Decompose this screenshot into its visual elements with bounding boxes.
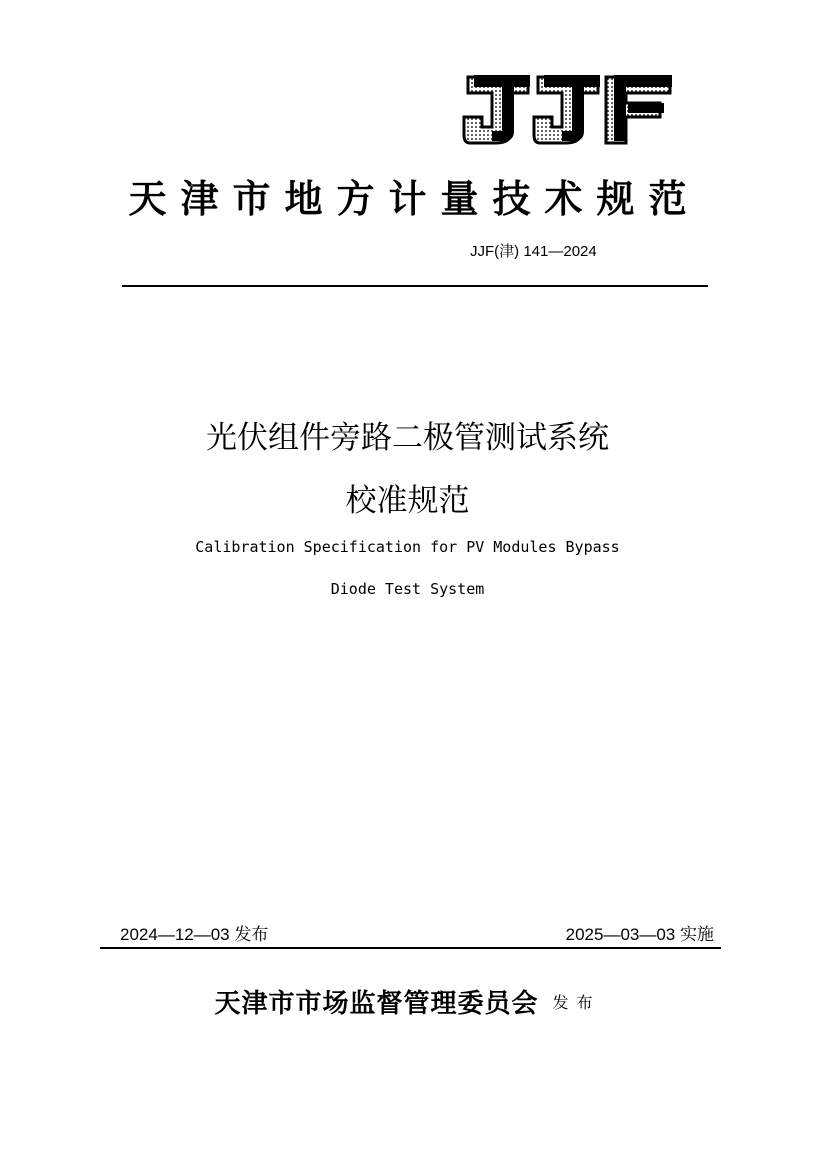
title-cn-line1: 光伏组件旁路二极管测试系统 xyxy=(206,420,609,456)
publisher-name: 天津市市场监督管理委员会 xyxy=(214,989,539,1019)
bottom-divider xyxy=(100,947,721,949)
logo-letter-f xyxy=(606,75,672,143)
jjf-logo-graphic xyxy=(462,73,674,147)
publisher-line xyxy=(0,983,815,1020)
issue-date: 2024—12—03 发布 xyxy=(120,925,269,944)
publish-label: 发布 xyxy=(552,993,601,1012)
header-title: 天津市地方计量技术规范 xyxy=(128,176,701,221)
title-en-line1: Calibration Specification for PV Modules Bypass xyxy=(195,538,620,556)
logo-letter-j2 xyxy=(534,75,600,143)
jjf-logo xyxy=(462,73,674,147)
title-en-line2: Diode Test System xyxy=(330,580,485,598)
effective-date: 2025—03—03 实施 xyxy=(565,925,714,944)
logo-letter-j1 xyxy=(464,75,530,143)
standard-number: JJF(津) 141—2024 xyxy=(470,243,597,260)
title-cn-line2: 校准规范 xyxy=(345,483,470,519)
top-divider xyxy=(122,285,708,287)
